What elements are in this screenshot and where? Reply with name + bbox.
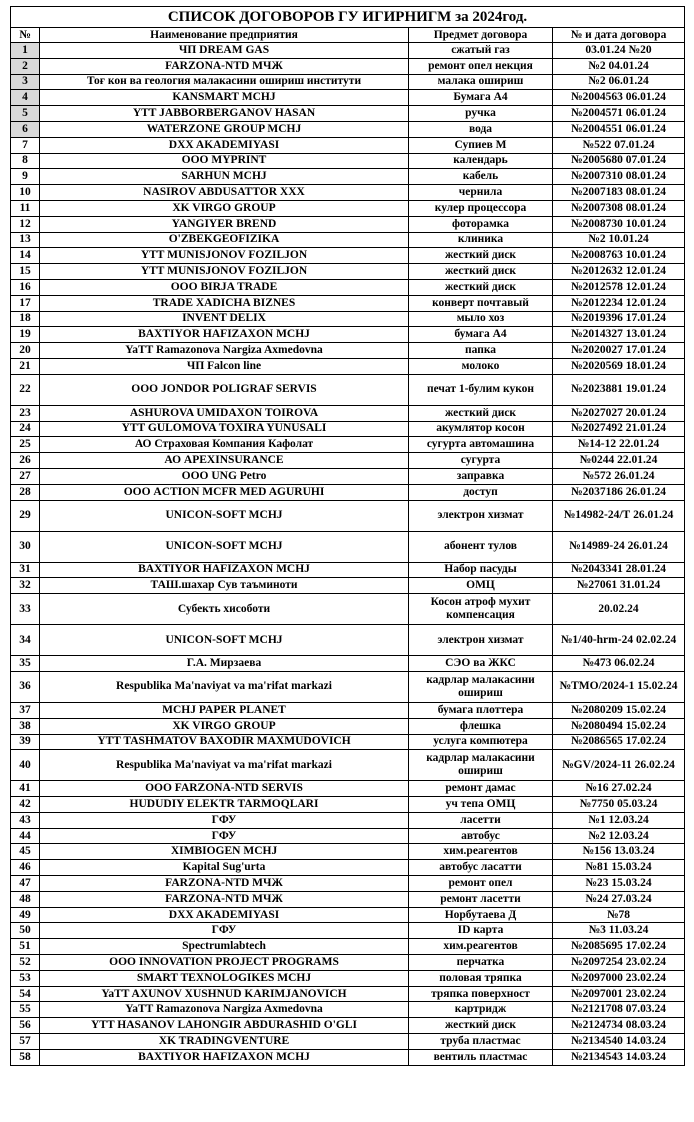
company-name: ГФУ — [40, 828, 409, 844]
contract-number-date: №2085695 17.02.24 — [553, 939, 685, 955]
contract-subject: Норбутаева Д — [409, 907, 553, 923]
company-name: XK VIRGO GROUP — [40, 200, 409, 216]
contract-number-date: №2080494 15.02.24 — [553, 718, 685, 734]
company-name: DXX AKADEMIYASI — [40, 907, 409, 923]
row-number: 19 — [11, 327, 40, 343]
company-name: UNICON-SOFT MCHJ — [40, 625, 409, 656]
contract-number-date: №2020569 18.01.24 — [553, 358, 685, 374]
contract-subject: жесткий диск — [409, 248, 553, 264]
contract-number-date: №2 10.01.24 — [553, 232, 685, 248]
table-row — [11, 718, 685, 734]
contract-subject: хим.реагентов — [409, 844, 553, 860]
row-number: 25 — [11, 437, 40, 453]
contract-number-date: №24 27.03.24 — [553, 891, 685, 907]
company-name: Spectrumlabtech — [40, 939, 409, 955]
header-date: № и дата договора — [553, 28, 685, 43]
company-name: FARZONA-NTD МЧЖ — [40, 58, 409, 74]
table-row — [11, 1018, 685, 1034]
contract-subject: Супиев М — [409, 137, 553, 153]
contract-number-date: №2019396 17.01.24 — [553, 311, 685, 327]
company-name: YTT TASHMATOV BAXODIR MAXMUDOVICH — [40, 734, 409, 750]
contract-number-date: №7750 05.03.24 — [553, 797, 685, 813]
company-name: ЧП DREAM GAS — [40, 43, 409, 59]
table-row — [11, 311, 685, 327]
table-row — [11, 1034, 685, 1050]
company-name: АО Страховая Компания Кафолат — [40, 437, 409, 453]
contract-subject: молоко — [409, 358, 553, 374]
table-row — [11, 578, 685, 594]
contract-number-date: №2043341 28.01.24 — [553, 562, 685, 578]
company-name: SMART TEXNOLOGIKES MCHJ — [40, 970, 409, 986]
row-number: 30 — [11, 531, 40, 562]
company-name: XIMBIOGEN MCHJ — [40, 844, 409, 860]
company-name: ГФУ — [40, 923, 409, 939]
table-row — [11, 279, 685, 295]
company-name: Respublika Ma'naviyat va ma'rifat markazi — [40, 671, 409, 702]
contract-number-date: №572 26.01.24 — [553, 468, 685, 484]
table-row — [11, 343, 685, 359]
contract-subject: календарь — [409, 153, 553, 169]
row-number: 45 — [11, 844, 40, 860]
contract-subject: абонент тулов — [409, 531, 553, 562]
row-number: 37 — [11, 702, 40, 718]
row-number: 44 — [11, 828, 40, 844]
contract-number-date: №2023881 19.01.24 — [553, 374, 685, 405]
row-number: 58 — [11, 1049, 40, 1065]
row-number: 7 — [11, 137, 40, 153]
contract-subject: жесткий диск — [409, 405, 553, 421]
company-name: ООО ACTION MCFR MED AGURUHI — [40, 484, 409, 500]
contract-subject: жесткий диск — [409, 279, 553, 295]
contract-number-date: №2027492 21.01.24 — [553, 421, 685, 437]
table-row — [11, 970, 685, 986]
contract-number-date: №2012578 12.01.24 — [553, 279, 685, 295]
table-row — [11, 106, 685, 122]
row-number: 6 — [11, 121, 40, 137]
row-number: 38 — [11, 718, 40, 734]
table-row — [11, 750, 685, 781]
row-number: 47 — [11, 876, 40, 892]
contract-number-date: №2086565 17.02.24 — [553, 734, 685, 750]
table-row — [11, 781, 685, 797]
row-number: 43 — [11, 812, 40, 828]
contract-subject: флешка — [409, 718, 553, 734]
company-name: ООО INNOVATION PROJECT PROGRAMS — [40, 955, 409, 971]
table-row — [11, 295, 685, 311]
contract-number-date: №2005680 07.01.24 — [553, 153, 685, 169]
contract-subject: электрон хизмат — [409, 625, 553, 656]
row-number: 34 — [11, 625, 40, 656]
contract-number-date: №1 12.03.24 — [553, 812, 685, 828]
contract-number-date: №2134540 14.03.24 — [553, 1034, 685, 1050]
contract-number-date: №78 — [553, 907, 685, 923]
contract-number-date: №2097000 23.02.24 — [553, 970, 685, 986]
row-number: 28 — [11, 484, 40, 500]
row-number: 41 — [11, 781, 40, 797]
row-number: 23 — [11, 405, 40, 421]
row-number: 57 — [11, 1034, 40, 1050]
company-name: WATERZONE GROUP MCHJ — [40, 121, 409, 137]
contract-number-date: №2004571 06.01.24 — [553, 106, 685, 122]
table-row — [11, 200, 685, 216]
company-name: SARHUN MCHJ — [40, 169, 409, 185]
row-number: 40 — [11, 750, 40, 781]
contract-number-date: №2007308 08.01.24 — [553, 200, 685, 216]
company-name: YaTT AXUNOV XUSHNUD KARIMJANOVICH — [40, 986, 409, 1002]
contract-subject: вентиль пластмас — [409, 1049, 553, 1065]
company-name: YTT GULOMOVA TOXIRA YUNUSALI — [40, 421, 409, 437]
contract-subject: заправка — [409, 468, 553, 484]
contract-subject: сжатый газ — [409, 43, 553, 59]
company-name: YANGIYER BREND — [40, 216, 409, 232]
contract-subject: вода — [409, 121, 553, 137]
table-row — [11, 358, 685, 374]
table-row — [11, 153, 685, 169]
contract-subject: перчатка — [409, 955, 553, 971]
row-number: 48 — [11, 891, 40, 907]
contract-subject: жесткий диск — [409, 1018, 553, 1034]
table-row — [11, 1049, 685, 1065]
company-name: YaTT Ramazonova Nargiza Axmedovna — [40, 343, 409, 359]
row-number: 39 — [11, 734, 40, 750]
row-number: 55 — [11, 1002, 40, 1018]
company-name: ООО FARZONA-NTD SERVIS — [40, 781, 409, 797]
row-number: 13 — [11, 232, 40, 248]
contract-subject: Бумага А4 — [409, 90, 553, 106]
company-name: Respublika Ma'naviyat va ma'rifat markazi — [40, 750, 409, 781]
row-number: 26 — [11, 453, 40, 469]
contract-number-date: №3 11.03.24 — [553, 923, 685, 939]
table-row — [11, 734, 685, 750]
company-name: O'ZBEKGEOFIZIKA — [40, 232, 409, 248]
contract-subject: Набор пасуды — [409, 562, 553, 578]
contract-number-date: №16 27.02.24 — [553, 781, 685, 797]
table-row — [11, 484, 685, 500]
contract-number-date: №2124734 08.03.24 — [553, 1018, 685, 1034]
table-row — [11, 671, 685, 702]
contract-subject: хим.реагентов — [409, 939, 553, 955]
contract-number-date: №2004551 06.01.24 — [553, 121, 685, 137]
table-row — [11, 437, 685, 453]
contract-subject: ласетти — [409, 812, 553, 828]
table-row — [11, 453, 685, 469]
company-name: FARZONA-NTD МЧЖ — [40, 876, 409, 892]
contract-subject: электрон хизмат — [409, 500, 553, 531]
contract-number-date: 20.02.24 — [553, 594, 685, 625]
table-row — [11, 531, 685, 562]
company-name: XK TRADINGVENTURE — [40, 1034, 409, 1050]
table-row — [11, 986, 685, 1002]
table-row — [11, 74, 685, 90]
contract-subject: уч тепа ОМЦ — [409, 797, 553, 813]
table-row — [11, 327, 685, 343]
row-number: 52 — [11, 955, 40, 971]
row-number: 50 — [11, 923, 40, 939]
table-row — [11, 860, 685, 876]
contract-subject: ремонт дамас — [409, 781, 553, 797]
table-row — [11, 1002, 685, 1018]
company-name: Kapital Sug'urta — [40, 860, 409, 876]
company-name: ООО MYPRINT — [40, 153, 409, 169]
contract-number-date: №14982-24/Т 26.01.24 — [553, 500, 685, 531]
table-row — [11, 923, 685, 939]
table-row — [11, 939, 685, 955]
contract-subject: сугурта автомашина — [409, 437, 553, 453]
table-row — [11, 137, 685, 153]
row-number: 20 — [11, 343, 40, 359]
contract-subject: бумага плоттера — [409, 702, 553, 718]
contract-number-date: №2012632 12.01.24 — [553, 264, 685, 280]
company-name: ООО UNG Petro — [40, 468, 409, 484]
contract-number-date: №27061 31.01.24 — [553, 578, 685, 594]
table-row — [11, 468, 685, 484]
contract-number-date: №2012234 12.01.24 — [553, 295, 685, 311]
contract-number-date: №2037186 26.01.24 — [553, 484, 685, 500]
row-number: 51 — [11, 939, 40, 955]
company-name: Г.А. Мирзаева — [40, 656, 409, 672]
contracts-table — [10, 6, 685, 1066]
row-number: 10 — [11, 185, 40, 201]
company-name: DXX AKADEMIYASI — [40, 137, 409, 153]
contract-subject: бумага А4 — [409, 327, 553, 343]
contract-subject: конверт почтавый — [409, 295, 553, 311]
contract-subject: акумлятор косон — [409, 421, 553, 437]
table-row — [11, 264, 685, 280]
contract-number-date: №2 12.03.24 — [553, 828, 685, 844]
table-row — [11, 405, 685, 421]
company-name: АО APEXINSURANCE — [40, 453, 409, 469]
contract-subject: ремонт опел некция — [409, 58, 553, 74]
contract-subject: автобус ласатти — [409, 860, 553, 876]
table-row — [11, 43, 685, 59]
contract-number-date: №2007183 08.01.24 — [553, 185, 685, 201]
contract-number-date: №522 07.01.24 — [553, 137, 685, 153]
contract-subject: мыло хоз — [409, 311, 553, 327]
table-row — [11, 625, 685, 656]
row-number: 12 — [11, 216, 40, 232]
contract-number-date: №GV/2024-11 26.02.24 — [553, 750, 685, 781]
company-name: YTT MUNISJONOV FOZILJON — [40, 264, 409, 280]
company-name: BAXTIYOR HAFIZAXON MCHJ — [40, 562, 409, 578]
contract-subject: печат 1-булим кукон — [409, 374, 553, 405]
table-row — [11, 876, 685, 892]
table-row — [11, 421, 685, 437]
contract-subject: кабель — [409, 169, 553, 185]
contract-number-date: №1/40-hrm-24 02.02.24 — [553, 625, 685, 656]
table-row — [11, 907, 685, 923]
contract-subject: автобус — [409, 828, 553, 844]
row-number: 15 — [11, 264, 40, 280]
company-name: HUDUDIY ELEKTR TARMOQLARI — [40, 797, 409, 813]
table-row — [11, 90, 685, 106]
contract-number-date: №2121708 07.03.24 — [553, 1002, 685, 1018]
contract-subject: клиника — [409, 232, 553, 248]
contract-number-date: №23 15.03.24 — [553, 876, 685, 892]
company-name: YaTT Ramazonova Nargiza Axmedovna — [40, 1002, 409, 1018]
company-name: ГФУ — [40, 812, 409, 828]
contract-subject: тряпка поверхност — [409, 986, 553, 1002]
header-row — [11, 28, 685, 43]
row-number: 46 — [11, 860, 40, 876]
row-number: 17 — [11, 295, 40, 311]
row-number: 2 — [11, 58, 40, 74]
row-number: 1 — [11, 43, 40, 59]
company-name: BAXTIYOR HAFIZAXON MCHJ — [40, 1049, 409, 1065]
row-number: 54 — [11, 986, 40, 1002]
company-name: UNICON-SOFT MCHJ — [40, 531, 409, 562]
contract-number-date: №2 04.01.24 — [553, 58, 685, 74]
company-name: YTT HASANOV LAHONGIR ABDURASHID O'GLI — [40, 1018, 409, 1034]
table-row — [11, 891, 685, 907]
contract-subject: кадрлар малакасини ошириш — [409, 671, 553, 702]
contract-number-date: №14-12 22.01.24 — [553, 437, 685, 453]
row-number: 35 — [11, 656, 40, 672]
row-number: 16 — [11, 279, 40, 295]
row-number: 18 — [11, 311, 40, 327]
company-name: ТАШ.шахар Сув таъминоти — [40, 578, 409, 594]
company-name: ООО JONDOR POLIGRAF SERVIS — [40, 374, 409, 405]
row-number: 33 — [11, 594, 40, 625]
contract-number-date: №2014327 13.01.24 — [553, 327, 685, 343]
contract-number-date: №2027027 20.01.24 — [553, 405, 685, 421]
company-name: INVENT DELIX — [40, 311, 409, 327]
row-number: 5 — [11, 106, 40, 122]
table-row — [11, 594, 685, 625]
contract-subject: доступ — [409, 484, 553, 500]
contract-subject: кадрлар малакасини ошириш — [409, 750, 553, 781]
row-number: 36 — [11, 671, 40, 702]
table-row — [11, 656, 685, 672]
contract-subject: СЭО ва ЖКС — [409, 656, 553, 672]
table-row — [11, 185, 685, 201]
contract-subject: ремонт опел — [409, 876, 553, 892]
table-row — [11, 828, 685, 844]
row-number: 53 — [11, 970, 40, 986]
contract-number-date: №473 06.02.24 — [553, 656, 685, 672]
contract-subject: папка — [409, 343, 553, 359]
row-number: 11 — [11, 200, 40, 216]
row-number: 31 — [11, 562, 40, 578]
header-num: № — [11, 28, 40, 43]
header-subject: Предмет договора — [409, 28, 553, 43]
contract-subject: сугурта — [409, 453, 553, 469]
company-name: FARZONA-NTD МЧЖ — [40, 891, 409, 907]
contract-subject: ID карта — [409, 923, 553, 939]
contract-number-date: №2 06.01.24 — [553, 74, 685, 90]
contract-number-date: №2080209 15.02.24 — [553, 702, 685, 718]
contract-number-date: №2134543 14.03.24 — [553, 1049, 685, 1065]
company-name: ASHUROVA UMIDAXON TOIROVA — [40, 405, 409, 421]
contract-subject: чернила — [409, 185, 553, 201]
contract-number-date: №14989-24 26.01.24 — [553, 531, 685, 562]
contract-subject: ремонт ласетти — [409, 891, 553, 907]
table-row — [11, 562, 685, 578]
table-row — [11, 248, 685, 264]
row-number: 14 — [11, 248, 40, 264]
contracts-sheet — [10, 6, 684, 1066]
row-number: 9 — [11, 169, 40, 185]
contract-number-date: №2097254 23.02.24 — [553, 955, 685, 971]
row-number: 56 — [11, 1018, 40, 1034]
company-name: TRADE XADICHA BIZNES — [40, 295, 409, 311]
row-number: 29 — [11, 500, 40, 531]
company-name: MCHJ PAPER PLANET — [40, 702, 409, 718]
contract-subject: кулер процессора — [409, 200, 553, 216]
company-name: XK VIRGO GROUP — [40, 718, 409, 734]
contract-number-date: №2008730 10.01.24 — [553, 216, 685, 232]
company-name: UNICON-SOFT MCHJ — [40, 500, 409, 531]
row-number: 27 — [11, 468, 40, 484]
company-name: Субекть хисоботи — [40, 594, 409, 625]
contract-number-date: №0244 22.01.24 — [553, 453, 685, 469]
contract-subject: жесткий диск — [409, 264, 553, 280]
contract-number-date: №2007310 08.01.24 — [553, 169, 685, 185]
table-row — [11, 374, 685, 405]
table-row — [11, 955, 685, 971]
contract-subject: труба пластмас — [409, 1034, 553, 1050]
row-number: 32 — [11, 578, 40, 594]
company-name: Тоғ кон ва геология малакасини ошириш институти — [40, 74, 409, 90]
company-name: YTT MUNISJONOV FOZILJON — [40, 248, 409, 264]
table-row — [11, 232, 685, 248]
row-number: 8 — [11, 153, 40, 169]
table-row — [11, 844, 685, 860]
contract-number-date: №81 15.03.24 — [553, 860, 685, 876]
contract-subject: ОМЦ — [409, 578, 553, 594]
company-name: ООО BIRJA TRADE — [40, 279, 409, 295]
table-row — [11, 812, 685, 828]
company-name: ЧП Falcon line — [40, 358, 409, 374]
contract-subject: малака ошириш — [409, 74, 553, 90]
contract-number-date: №TMO/2024-1 15.02.24 — [553, 671, 685, 702]
table-row — [11, 169, 685, 185]
contract-subject: картридж — [409, 1002, 553, 1018]
contract-number-date: №2004563 06.01.24 — [553, 90, 685, 106]
row-number: 3 — [11, 74, 40, 90]
contract-number-date: №2008763 10.01.24 — [553, 248, 685, 264]
contract-number-date: №156 13.03.24 — [553, 844, 685, 860]
table-row — [11, 797, 685, 813]
table-row — [11, 121, 685, 137]
company-name: KANSMART MCHJ — [40, 90, 409, 106]
table-row — [11, 702, 685, 718]
row-number: 22 — [11, 374, 40, 405]
contract-subject: фоторамка — [409, 216, 553, 232]
contract-number-date: 03.01.24 №20 — [553, 43, 685, 59]
company-name: NASIROV ABDUSATTOR XXX — [40, 185, 409, 201]
contract-subject: ручка — [409, 106, 553, 122]
row-number: 4 — [11, 90, 40, 106]
table-row — [11, 216, 685, 232]
table-row — [11, 500, 685, 531]
contract-number-date: №2097001 23.02.24 — [553, 986, 685, 1002]
row-number: 24 — [11, 421, 40, 437]
company-name: BAXTIYOR HAFIZAXON MCHJ — [40, 327, 409, 343]
row-number: 42 — [11, 797, 40, 813]
table-title: СПИСОК ДОГОВОРОВ ГУ ИГИРНИГМ за 2024год. — [11, 7, 685, 28]
contract-subject: услуга компютера — [409, 734, 553, 750]
table-row — [11, 58, 685, 74]
header-name: Наименование предприятия — [40, 28, 409, 43]
contract-number-date: №2020027 17.01.24 — [553, 343, 685, 359]
company-name: YTT JABBORBERGANOV HASAN — [40, 106, 409, 122]
row-number: 49 — [11, 907, 40, 923]
contract-subject: Косон атроф мухит компенсация — [409, 594, 553, 625]
contract-subject: половая тряпка — [409, 970, 553, 986]
row-number: 21 — [11, 358, 40, 374]
